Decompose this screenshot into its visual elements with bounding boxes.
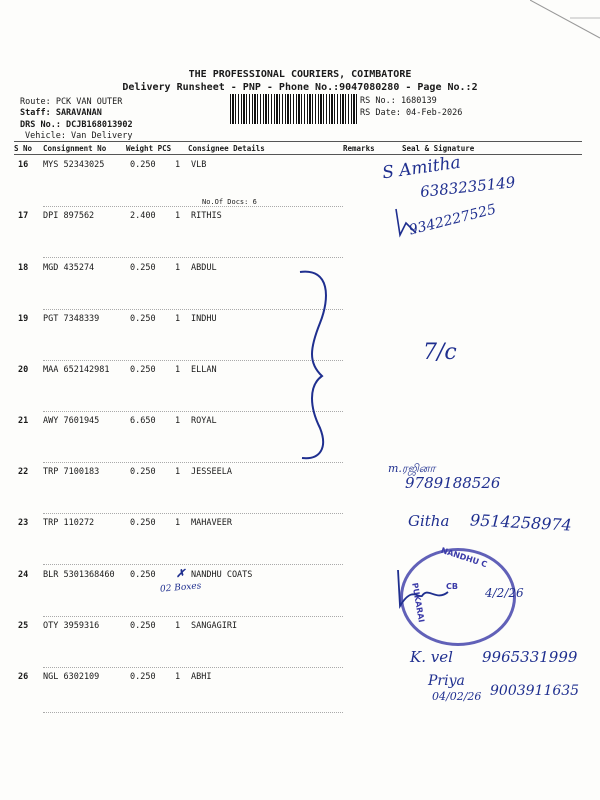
table-row: [0, 467, 600, 517]
col-remarks: Remarks: [343, 144, 375, 153]
rs-number: RS No.: 1680139: [360, 96, 437, 106]
row-sno: 18: [18, 263, 29, 273]
row-consignment: TRP 7100183: [43, 467, 100, 477]
row-consignment: NGL 6302109: [43, 672, 100, 682]
row-pcs: 1: [175, 467, 181, 477]
page-fold-corner: [530, 0, 600, 40]
row-weight: 0.250: [130, 467, 156, 477]
row-consignee: ELLAN: [191, 365, 217, 375]
col-consignee: Consignee Details: [188, 144, 265, 153]
row-consignment: PGT 7348339: [43, 314, 100, 324]
row-weight: 0.250: [130, 314, 156, 324]
row-weight: 6.650: [130, 416, 156, 426]
row-consignee: ABHI: [191, 672, 212, 682]
barcode: [230, 94, 358, 124]
row-sno: 23: [18, 518, 29, 528]
sig26-name2: Priya: [428, 673, 465, 689]
sig16-name: S Amitha: [380, 152, 462, 184]
rs-date: RS Date: 04-Feb-2026: [360, 108, 463, 118]
drs-number: DRS No.: DCJB168013902: [20, 120, 133, 130]
row-sno: 17: [18, 211, 29, 221]
sig26-name: K. vel: [410, 648, 453, 666]
row-pcs: 1: [175, 314, 181, 324]
row-consignment: TRP 110272: [43, 518, 95, 528]
row-divider: [43, 564, 343, 565]
row-sno: 25: [18, 621, 29, 631]
row-pcs: 1: [175, 263, 181, 273]
row-pcs: 1: [175, 672, 181, 682]
sig26-date: 04/02/26: [432, 690, 482, 703]
row-weight: 0.250: [130, 263, 156, 273]
row-weight: 0.250: [130, 160, 156, 170]
header-rule: [14, 141, 582, 142]
sig26-phone2: 9003911635: [490, 683, 580, 699]
row-divider: [43, 513, 343, 514]
row-consignee: NANDHU COATS: [191, 570, 253, 580]
row-consignee: JESSEELA: [191, 467, 232, 477]
row-weight: 2.400: [130, 211, 156, 221]
row-sno: 21: [18, 416, 29, 426]
row-divider: [43, 667, 343, 668]
row-pcs: 1: [175, 211, 181, 221]
mark-7c: 7/c: [423, 340, 457, 365]
sig22-name: m.ரஜினா: [388, 462, 436, 475]
route: Route: PCK VAN OUTER: [20, 97, 123, 107]
table-row: [0, 211, 600, 261]
row-pcs: 1: [175, 365, 181, 375]
col-seal: Seal & Signature: [402, 144, 475, 153]
stamp-top-text: NANDHU C: [439, 545, 489, 570]
row-consignment: AWY 7601945: [43, 416, 100, 426]
row-weight: 0.250: [130, 518, 156, 528]
row-consignee: VLB: [191, 160, 207, 170]
row-pcs: 1: [175, 518, 181, 528]
row-pcs: 1: [175, 621, 181, 631]
row-consignment: MGD 435274: [43, 263, 95, 273]
row-docs: No.Of Docs: 6: [202, 198, 257, 206]
company-title: THE PROFESSIONAL COURIERS, COIMBATORE: [188, 69, 412, 80]
vehicle: Vehicle: Van Delivery: [25, 131, 133, 141]
handwritten-brace: [290, 268, 340, 463]
row-sno: 26: [18, 672, 29, 682]
sig22-phone: 9789188526: [405, 474, 501, 492]
col-consignment: Consignment No: [43, 144, 107, 153]
row-consignment: MYS 52343025: [43, 160, 105, 170]
row-weight: 0.250: [130, 570, 156, 580]
row-sno: 16: [18, 160, 29, 170]
row-divider: [43, 616, 343, 617]
pcs-overwrite-mark: ✗: [176, 567, 186, 580]
row-pcs: 1: [175, 416, 181, 426]
row-consignee: ABDUL: [191, 263, 217, 273]
runsheet-title: Delivery Runsheet - PNP - Phone No.:9047080280 - Page No.:2: [122, 82, 478, 93]
row-consignment: MAA 652142981: [43, 365, 110, 375]
row-divider: [43, 712, 343, 713]
col-weight-pcs: Weight PCS: [126, 144, 172, 153]
sig26-phone1: 9965331999: [482, 648, 578, 666]
row-divider: [43, 206, 343, 207]
col-sno: S No: [14, 144, 33, 153]
row-sno: 24: [18, 570, 29, 580]
row-consignee: RITHIS: [191, 211, 222, 221]
row-weight: 0.250: [130, 621, 156, 631]
staff: Staff: SARAVANAN: [20, 108, 102, 118]
column-rule: [14, 154, 582, 155]
row-sno: 19: [18, 314, 29, 324]
row-consignee: SANGAGIRI: [191, 621, 238, 631]
sig23-name: Githa: [408, 512, 450, 530]
row-consignee: INDHU: [191, 314, 217, 324]
row-consignee: ROYAL: [191, 416, 217, 426]
boxes-note: 02 Boxes: [159, 581, 202, 595]
row-weight: 0.250: [130, 672, 156, 682]
sig17-phone: 9342227525: [407, 201, 498, 239]
stamp-side-text: PUKARAI: [410, 581, 426, 624]
sig16-phone: 6383235149: [419, 173, 517, 201]
row-weight: 0.250: [130, 365, 156, 375]
row-consignment: DPI 897562: [43, 211, 95, 221]
row-sno: 22: [18, 467, 29, 477]
row-consignment: OTY 3959316: [43, 621, 100, 631]
sig23-phone: 9514258974: [469, 510, 573, 535]
row-consignee: MAHAVEER: [191, 518, 232, 528]
row-consignment: BLR 5301368460: [43, 570, 115, 580]
row-pcs: 1: [175, 160, 181, 170]
sig24-signature: [392, 566, 452, 616]
row-sno: 20: [18, 365, 29, 375]
row-divider: [43, 257, 343, 258]
stamp-mid-text: CB: [446, 582, 458, 591]
sig24-date: 4/2/26: [485, 586, 524, 600]
